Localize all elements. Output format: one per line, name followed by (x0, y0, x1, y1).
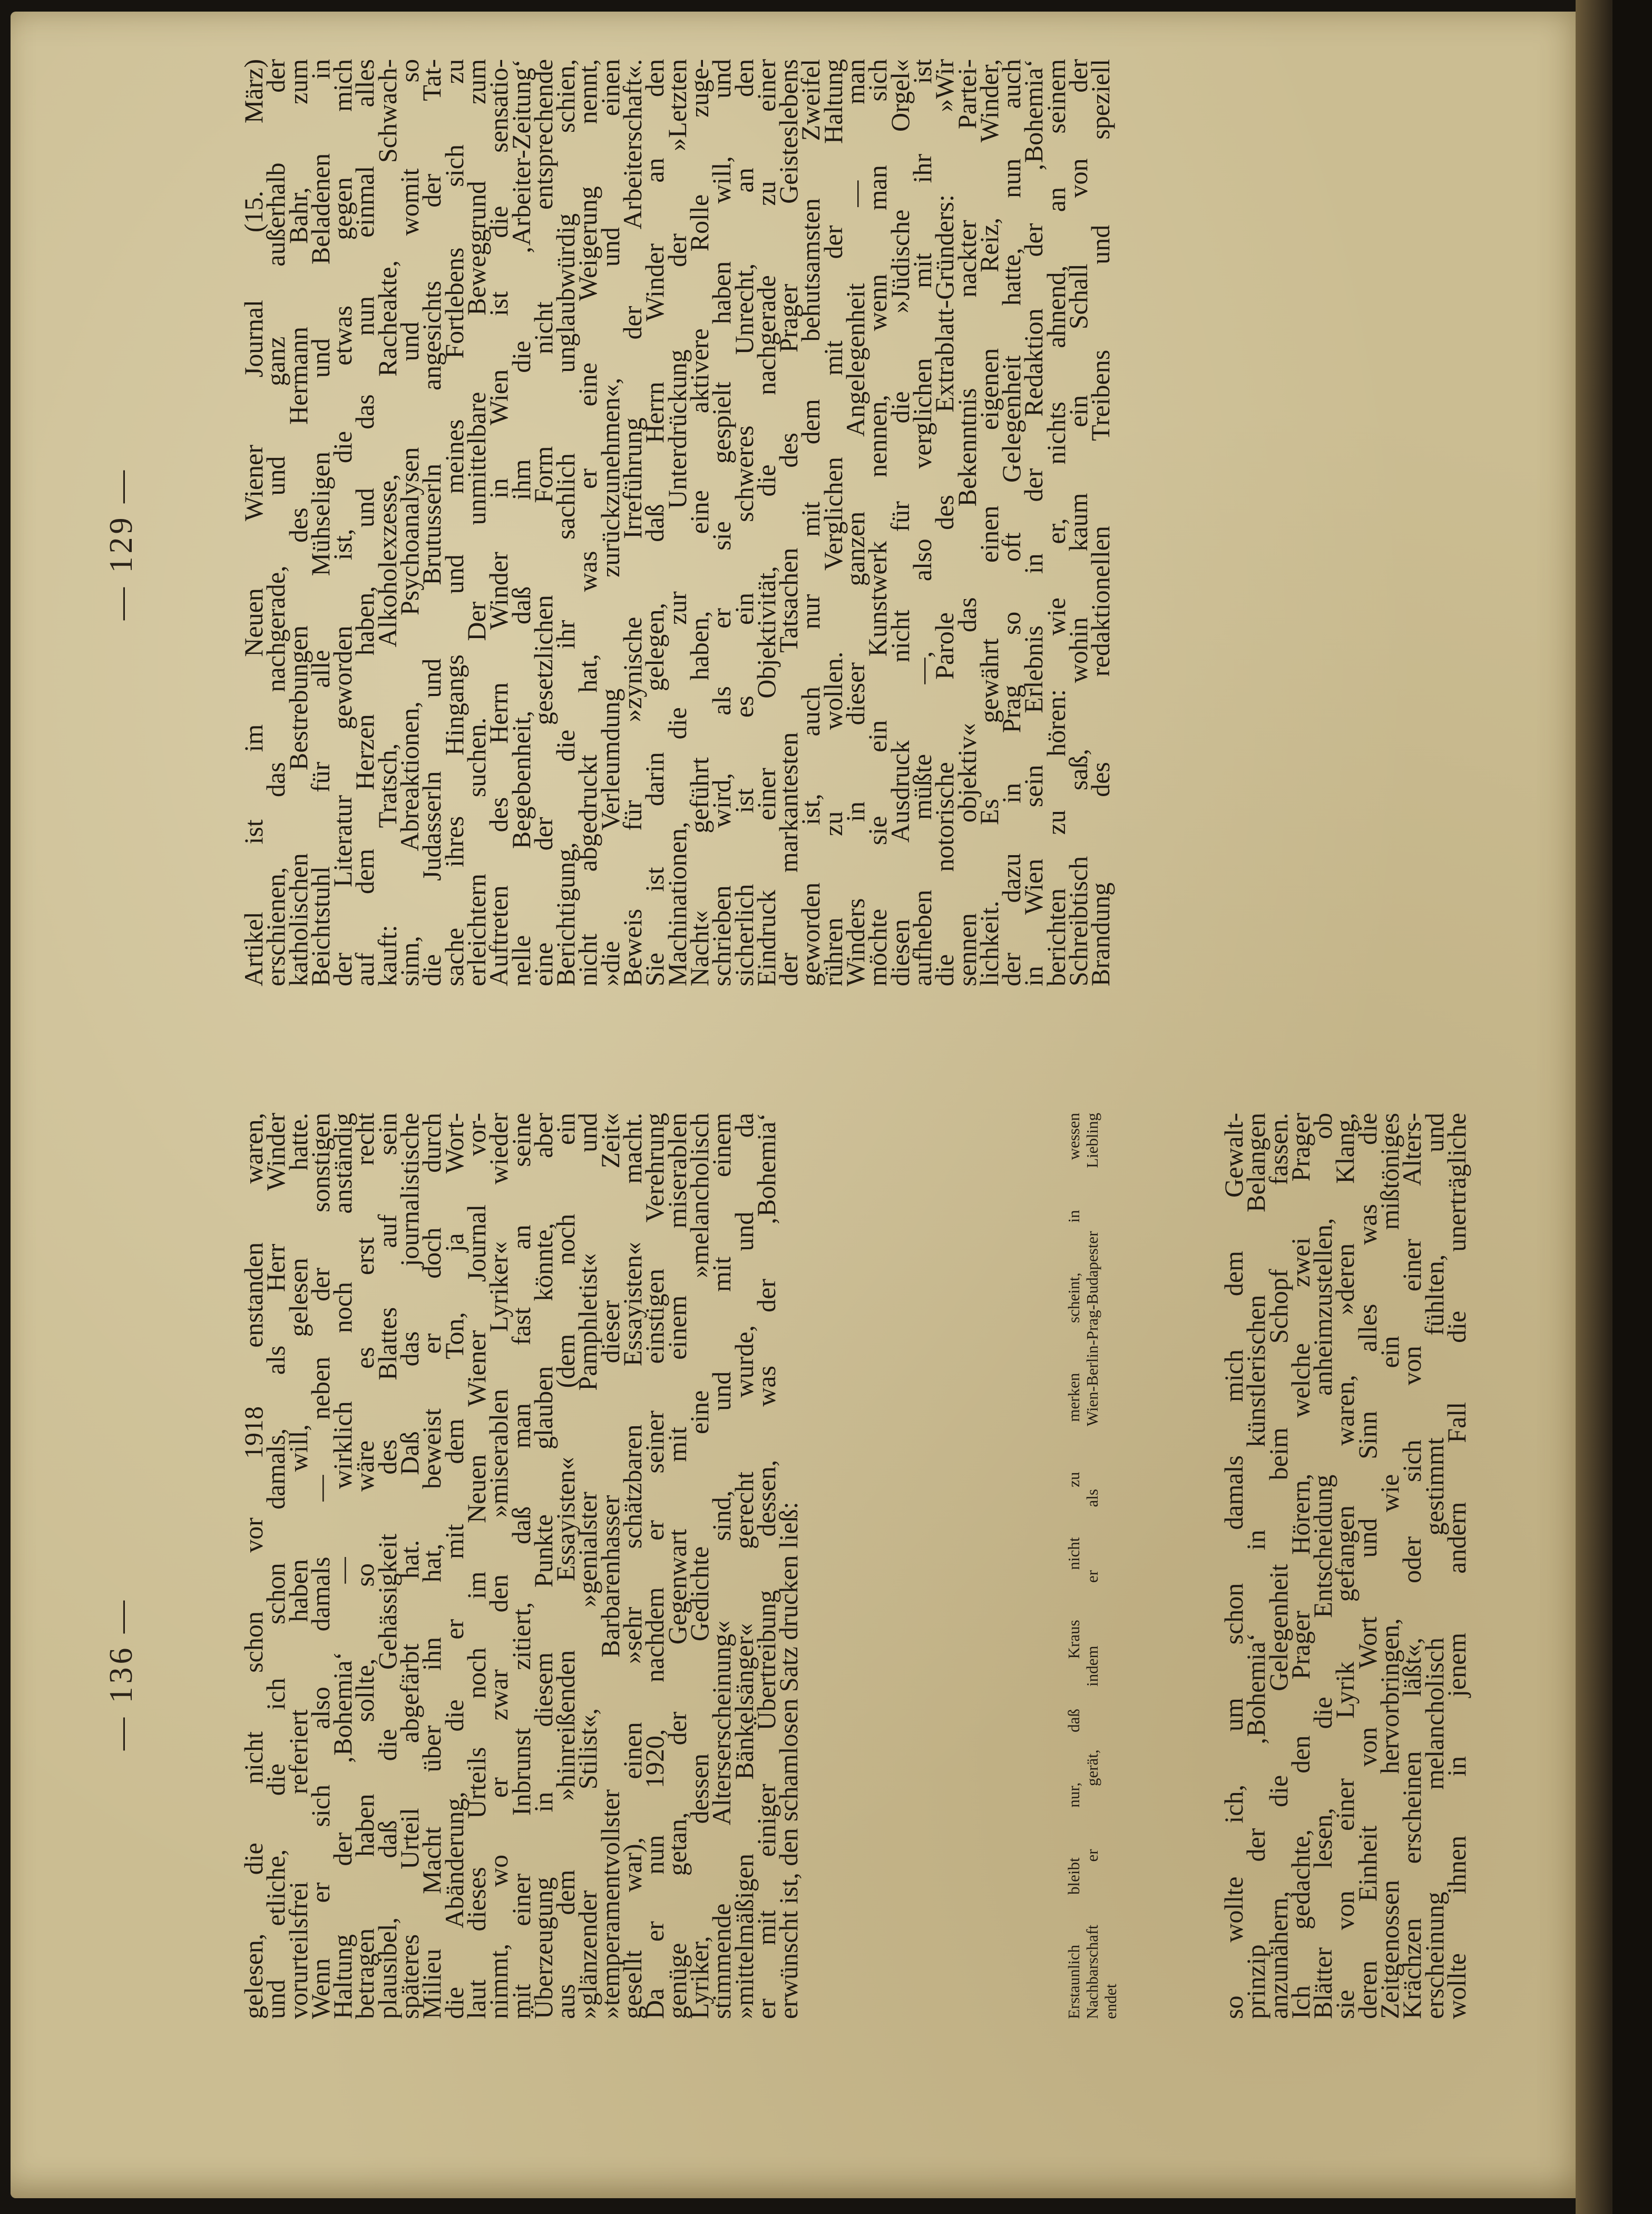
text-line: mit einer Inbrunst zitiert, daß man fast an seine (506, 1113, 536, 2019)
text-line: die Judasserln und Brutusserln angesichts der Tat- (417, 59, 447, 986)
text-line: und etliche, die ich schon damals, als Herr Winder (261, 1113, 291, 2019)
text-line: der dazu in Prag so oft Gelegenheit hatte, nun auch (996, 59, 1027, 986)
text-line: anzunähern, die Gelegenheit beim Schopf fassen. (1263, 1113, 1293, 2019)
text-line: laut dieses Urteils noch im Neuen Wiener Journal vor- (461, 1113, 491, 2019)
text-line: Milieu Macht über ihn hat, beweist er doch durch (417, 1113, 447, 2019)
text-line: katholischen Bestrebungen des Hermann Bahr, zum (283, 59, 313, 986)
text-line: auf dem Herzen haben, und das nun einmal alles (350, 59, 380, 986)
footnote-line: Erstaunlich bleibt nur, daß Kraus nicht zu merken scheint, in wessen (1064, 1113, 1083, 2019)
text-line: geworden ist, auch nur mit dem behutsamsten Zweifel (796, 59, 826, 986)
text-line: gesellt war), einen »sehr schätzbaren Essayisten« macht. (618, 1113, 648, 2019)
text-line: sennen objektiv« das Bekenntnis nackter Partei- (952, 59, 982, 986)
text-line: deren Einheit von Wort und Sinn alles was die (1352, 1113, 1382, 2019)
text-line: sie von einer Lyrik gefangen waren, »deren Klang, (1330, 1113, 1360, 2019)
text-line: Machinationen, die zur Unterdrückung der »Letzten (662, 59, 692, 986)
text-line: erschienen, das nachgerade, und ganz außerhalb der (261, 59, 291, 986)
text-line: sinn, Abreaktionen, Psychoanalysen und womit so (395, 59, 425, 986)
text-line: er mit einiger Übertreibung dessen, was der ‚Bohemia‘ (751, 1113, 781, 2019)
footnote (1064, 1113, 1120, 2019)
text-line: berichten zu hören: wie er, nichts ahnend, an seinem (1041, 59, 1071, 986)
text-line: sache ihres Hingangs und meines Fortlebens sich zu (439, 59, 469, 986)
text-line: Sie ist darin gelegen, daß Herrn Winder an den (640, 59, 670, 986)
text-line: späteres Urteil abgefärbt hat. Daß das journalistische (395, 1113, 425, 2019)
text-line: Brandung des redaktionellen Treibens und speziell (1086, 59, 1116, 986)
text-line: in Wien sein Erlebnis in der Redaktion der ‚Bohemia‘ (1019, 59, 1049, 986)
text-line: prinzip der ‚Bohemia‘ in künstlerischen Belangen (1241, 1113, 1271, 2019)
text-line: »glänzender Stilist«, »genialster Pamphletist« und (573, 1113, 603, 2019)
text-line: aufheben müßte —, also verglichen mit ihr ist (907, 59, 937, 986)
text-line: Blätter lesen, die Entscheidung anheimzustellen, ob (1308, 1113, 1338, 2019)
footnote-line: endet (1101, 1983, 1120, 2019)
page-number: — 129 — (103, 467, 139, 620)
text-line: Zeitgenossen hervorbringen, wie ein mißtöniges (1375, 1113, 1405, 2019)
text-line: schrieben wird, als er sie gespielt haben will, und (707, 59, 737, 986)
body-text (239, 59, 1116, 986)
text-line: »temperamentvollster Barbarenhasser dieser Zeit« (595, 1113, 625, 2019)
text-line: erwünscht ist, den schamlosen Satz drucken ließ: (774, 1502, 804, 2019)
text-line: möchte sie ein Kunstwerk nennen, wenn man sich (863, 59, 893, 986)
text-line: der Literatur geworden ist, die etwas gegen mich (328, 59, 358, 986)
text-line: lichkeit. Es gewährt einen eigenen Reiz, Winder, (974, 59, 1004, 986)
text-line: erleichtern suchen. Der unmittelbare Beweggrund zum (461, 59, 491, 986)
text-line: die Abänderung, die er mit dem Ton, ja Wort- (439, 1113, 469, 2019)
text-line: eine der gesetzlichen Form nicht entsprechende (528, 59, 558, 986)
text-line: Beichtstuhl für alle Mühseligen und Beladenen in (305, 59, 335, 986)
text-line: Nacht« geführt haben, eine aktivere Rolle zuge- (684, 59, 714, 986)
text-line: sicherlich ist es ein schweres Unrecht, an den (729, 59, 759, 986)
text-line: so wollte ich, um schon damals mich dem Gewalt- (1219, 1113, 1248, 2019)
text-line: Krächzen erscheinen läßt«, oder sich von einer Alters- (1397, 1113, 1427, 2019)
rotated-spread (11, 12, 1591, 2198)
text-line: gelesen, die nicht schon vor 1918 enstanden waren, (239, 1113, 268, 2019)
text-line: betragen haben sollte, so wäre es erst recht (350, 1113, 380, 2019)
text-line: aus dem »hinreißenden Essayisten« (dem noch ein (551, 1113, 581, 2019)
text-line: Auftreten des Herrn Winder in Wien ist die sensatio- (484, 59, 514, 986)
text-line: kauft: Tratsch, Alkoholexzesse, Racheakte, Schwach- (372, 59, 402, 986)
text-line: stimmende Alterserscheinung« sind, und mit einem (707, 1113, 737, 2019)
text-line: erscheinung melancholisch gestimmt fühlten, und (1419, 1113, 1449, 2019)
text-line: Schreibtisch saß, wohin kaum ein Schall von der (1063, 59, 1093, 986)
book-spine-edge (1612, 0, 1652, 2214)
text-line: Artikel ist im Neuen Wiener Journal (15. März) (239, 59, 268, 986)
text-line: Winders in dieser ganzen Angelegenheit — man (840, 59, 871, 986)
text-line: Eindruck einer Objektivität, die nachgerade zu einer (751, 59, 781, 986)
text-line: Ich gedachte, den Prager Hörern, welche zwei Prager (1285, 1113, 1315, 2019)
text-line: diesen Ausdruck nicht für die »Jüdische Orgel« (885, 59, 915, 986)
text-line: der markantesten Tatsachen des Prager Geisteslebens (774, 59, 804, 986)
text-line: vorurteilsfrei referiert haben will, gelesen hatte. (283, 1113, 313, 2019)
text-line: Wenn er sich also damals — neben der sonstigen (305, 1113, 335, 2019)
text-line: nicht abgedruckt hat, was er eine Weigerung nennt, (573, 59, 603, 986)
right-page (11, 12, 1591, 1118)
text-line: Lyriker, dessen Gedichte eine »melancholisch (684, 1113, 714, 2019)
text-line: wollte ihnen in jenem andern Fall die unerträgliche (1441, 1113, 1471, 2019)
text-line: nimmt, wo er zwar den »miserablen Lyriker« wieder (484, 1113, 514, 2019)
body-text (239, 1113, 804, 2019)
text-line: Berichtigung, die ihr sachlich unglaubwürdig schien, (551, 59, 581, 986)
footnote-line: Nachbarschaft er gerät, indem er als Wien-Berlin-Prag-Budapester Liebling (1083, 1113, 1101, 2019)
text-line: Da er nun 1920, nachdem er seiner einstigen Verehrung (640, 1113, 670, 2019)
left-page (11, 1113, 1591, 2198)
text-line: Haltung der ‚Bohemia‘ — wirklich noch anständig (328, 1113, 358, 2019)
text-line: die notorische Parole des Extrablatt-Gründers: »Wir (930, 59, 960, 986)
text-line: genüge getan, der Gegenwart mit einem miserablen (662, 1113, 692, 2019)
body-text-continued (1219, 1113, 1471, 2019)
text-line: rühren zu wollen. Verglichen mit der Haltung (818, 59, 848, 986)
text-line: nelle Begebenheit, daß ihm die ‚Arbeiter-Zeitung‘ (506, 59, 536, 986)
page-number: — 136 — (103, 1598, 139, 1750)
text-line: »die Verleumdung zurückzunehmen«, und einen (595, 59, 625, 986)
text-line: plausibel, daß die Gehässigkeit des Blattes auf sein (372, 1113, 402, 2019)
text-line: Beweis für »zynische Irreführung der Arbeiterschaft«. (618, 59, 648, 986)
text-line: Überzeugung in diesem Punkte glauben könnte, aber (528, 1113, 558, 2019)
text-line: »mittelmäßigen Bänkelsänger« gerecht wurde, und da (729, 1113, 759, 2019)
